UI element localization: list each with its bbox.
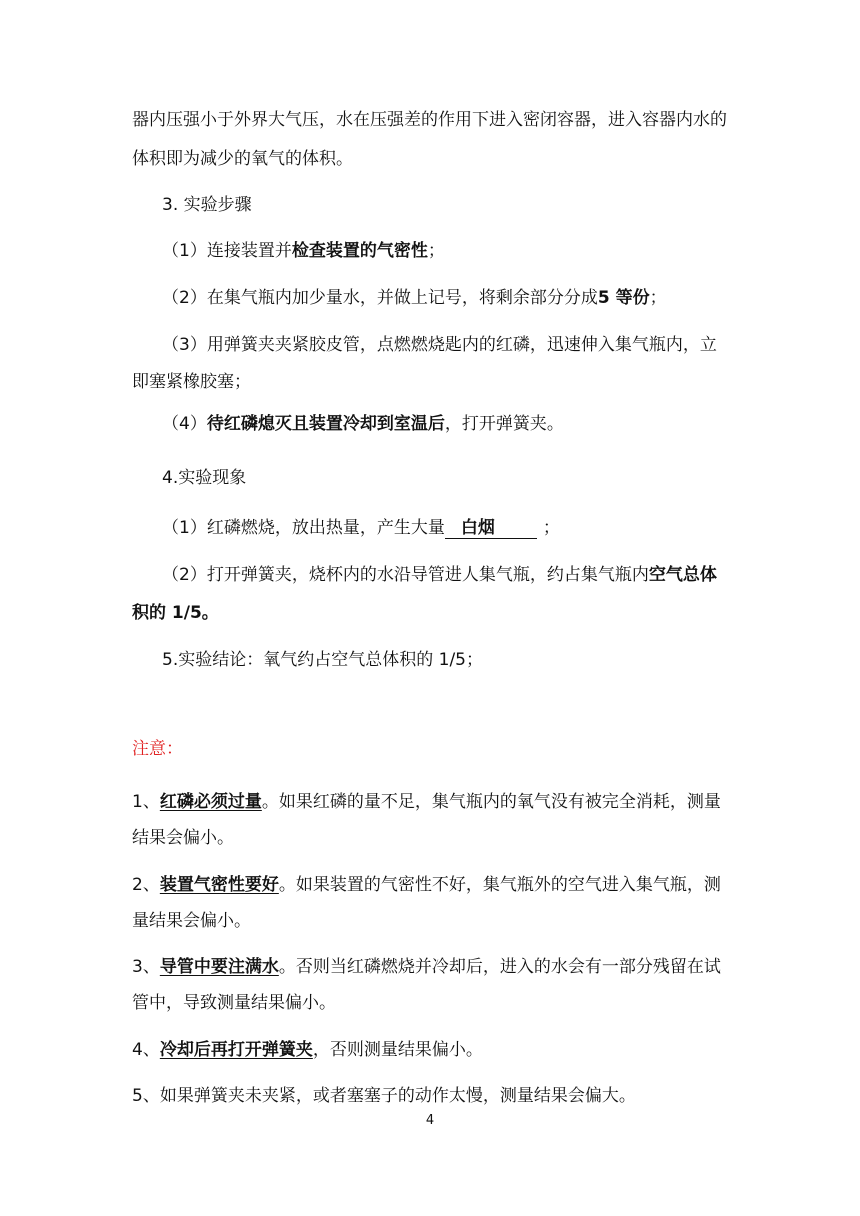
intro-line-2: 体积即为减少的氧气的体积。	[132, 149, 353, 169]
note-1-number: 1、	[132, 792, 160, 812]
step-4-number: （4）	[162, 414, 207, 434]
conclusion: 5.实验结论：氧气约占空气总体积的 1/5；	[162, 650, 483, 670]
note-1-line-1	[0, 791, 860, 813]
note-1-text: 。如果红磷的量不足，集气瓶内的氧气没有被完全消耗，测量	[261, 792, 721, 812]
note-1-line-2: 结果会偏小。	[132, 828, 234, 848]
notes-heading: 注意：	[132, 739, 183, 759]
step-1	[0, 240, 860, 262]
phenomenon-2-line-1	[0, 564, 860, 586]
step-2-emphasis: 5 等份	[597, 288, 650, 308]
step-4-emphasis: 待红磷熄灭且装置冷却到室温后	[206, 414, 445, 434]
note-2-line-1	[0, 874, 860, 896]
phenomenon-2-line-2: 积的 1/5。	[132, 603, 219, 623]
phenomenon-1	[0, 517, 860, 539]
section-heading-steps: 3. 实验步骤	[162, 195, 252, 215]
step-3-line-1: （3）用弹簧夹夹紧胶皮管，点燃燃烧匙内的红磷，迅速伸入集气瓶内，立	[162, 335, 717, 355]
note-3-number: 3、	[132, 957, 160, 977]
section-heading-phenomena: 4.实验现象	[162, 468, 247, 488]
note-3-line-2: 管中，导致测量结果偏小。	[132, 993, 336, 1013]
note-3-line-1	[0, 956, 860, 978]
step-1-text: （1）连接装置并	[162, 241, 292, 261]
step-4	[0, 413, 860, 435]
page-number: 4	[425, 1113, 435, 1128]
note-2-text: 。如果装置的气密性不好，集气瓶外的空气进入集气瓶，测	[278, 875, 721, 895]
note-4	[0, 1039, 860, 1061]
step-1-end: ；	[427, 241, 445, 261]
intro-line-1: 器内压强小于外界大气压，水在压强差的作用下进入密闭容器，进入容器内水的	[132, 110, 727, 130]
note-2-key-point: 装置气密性要好	[159, 875, 279, 895]
note-5: 5、如果弹簧夹未夹紧，或者塞塞子的动作太慢，测量结果会偏大。	[132, 1086, 636, 1106]
note-2-number: 2、	[132, 875, 160, 895]
note-3-text: 。否则当红磷燃烧并冷却后，进入的水会有一部分残留在试	[278, 957, 721, 977]
note-3-key-point: 导管中要注满水	[159, 957, 279, 977]
fill-in-answer: 白烟	[460, 518, 495, 538]
step-1-emphasis: 检查装置的气密性	[291, 241, 428, 261]
note-1-key-point: 红磷必须过量	[159, 792, 262, 812]
step-2-text: （2）在集气瓶内加少量水，并做上记号，将剩余部分分成	[162, 288, 598, 308]
step-2-end: ；	[649, 288, 667, 308]
note-2-line-2: 量结果会偏小。	[132, 911, 251, 931]
fill-in-blank	[445, 518, 537, 539]
phenomenon-2-emphasis: 空气总体	[648, 565, 717, 585]
note-4-text: ，否则测量结果偏小。	[312, 1040, 483, 1060]
step-4-text: ，打开弹簧夹。	[444, 414, 564, 434]
phenomenon-2-text: （2）打开弹簧夹，烧杯内的水沿导管进人集气瓶，约占集气瓶内	[162, 565, 649, 585]
phenomenon-1-end: ；	[542, 518, 560, 538]
note-4-number: 4、	[132, 1040, 160, 1060]
step-3-line-2: 即塞紧橡胶塞；	[132, 372, 251, 392]
note-4-key-point: 冷却后再打开弹簧夹	[159, 1040, 313, 1060]
step-2	[0, 287, 860, 309]
phenomenon-1-text: （1）红磷燃烧，放出热量，产生大量	[162, 518, 445, 538]
